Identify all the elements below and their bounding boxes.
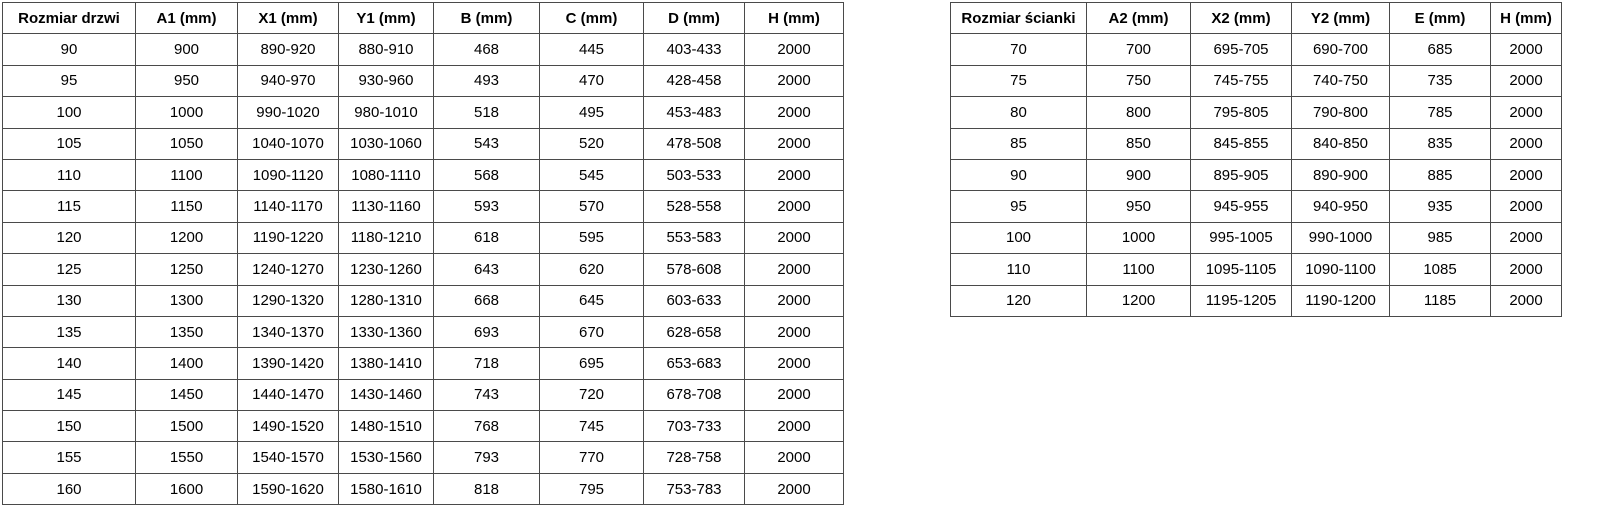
- table-row: [3, 65, 844, 96]
- column-header: X1 (mm): [238, 3, 339, 34]
- table-cell: 1190-1200: [1292, 285, 1390, 316]
- table-cell: 980-1010: [339, 97, 434, 128]
- table-cell: 570: [540, 191, 644, 222]
- table-row: [3, 191, 844, 222]
- table-cell: 2000: [1491, 65, 1562, 96]
- door-sizes-header-row: [3, 3, 844, 34]
- table-row: [951, 222, 1562, 253]
- table-cell: 95: [951, 191, 1087, 222]
- table-cell: 495: [540, 97, 644, 128]
- table-row: [3, 34, 844, 65]
- table-cell: 1440-1470: [238, 379, 339, 410]
- table-cell: 160: [3, 473, 136, 504]
- table-cell: 840-850: [1292, 128, 1390, 159]
- table-cell: 2000: [745, 379, 844, 410]
- table-row: [3, 254, 844, 285]
- table-cell: 693: [434, 316, 540, 347]
- table-cell: 2000: [745, 128, 844, 159]
- table-cell: 543: [434, 128, 540, 159]
- table-cell: 678-708: [644, 379, 745, 410]
- table-cell: 745: [540, 411, 644, 442]
- column-header: X2 (mm): [1191, 3, 1292, 34]
- table-cell: 1130-1160: [339, 191, 434, 222]
- table-cell: 1550: [136, 442, 238, 473]
- table-cell: 1380-1410: [339, 348, 434, 379]
- table-cell: 2000: [745, 97, 844, 128]
- table-cell: 653-683: [644, 348, 745, 379]
- table-cell: 1050: [136, 128, 238, 159]
- column-header: D (mm): [644, 3, 745, 34]
- table-row: [3, 128, 844, 159]
- table-cell: 890-900: [1292, 159, 1390, 190]
- table-cell: 2000: [1491, 128, 1562, 159]
- table-cell: 728-758: [644, 442, 745, 473]
- table-cell: 100: [951, 222, 1087, 253]
- table-cell: 700: [1087, 34, 1191, 65]
- table-cell: 793: [434, 442, 540, 473]
- table-cell: 1280-1310: [339, 285, 434, 316]
- table-cell: 940-950: [1292, 191, 1390, 222]
- table-cell: 1290-1320: [238, 285, 339, 316]
- table-cell: 1500: [136, 411, 238, 442]
- table-cell: 745-755: [1191, 65, 1292, 96]
- table-cell: 618: [434, 222, 540, 253]
- table-cell: 2000: [745, 159, 844, 190]
- table-row: [3, 285, 844, 316]
- table-row: [3, 222, 844, 253]
- table-cell: 790-800: [1292, 97, 1390, 128]
- table-cell: 90: [3, 34, 136, 65]
- column-header: Rozmiar drzwi: [3, 3, 136, 34]
- table-row: [951, 285, 1562, 316]
- table-cell: 70: [951, 34, 1087, 65]
- table-cell: 620: [540, 254, 644, 285]
- table-cell: 718: [434, 348, 540, 379]
- table-cell: 645: [540, 285, 644, 316]
- table-cell: 1400: [136, 348, 238, 379]
- table-cell: 895-905: [1191, 159, 1292, 190]
- table-cell: 940-970: [238, 65, 339, 96]
- table-cell: 568: [434, 159, 540, 190]
- column-header: E (mm): [1390, 3, 1491, 34]
- table-cell: 1140-1170: [238, 191, 339, 222]
- table-cell: 2000: [745, 254, 844, 285]
- table-cell: 750: [1087, 65, 1191, 96]
- table-cell: 130: [3, 285, 136, 316]
- table-cell: 720: [540, 379, 644, 410]
- table-cell: 95: [3, 65, 136, 96]
- table-cell: 503-533: [644, 159, 745, 190]
- table-cell: 150: [3, 411, 136, 442]
- table-cell: 795-805: [1191, 97, 1292, 128]
- table-cell: 155: [3, 442, 136, 473]
- table-cell: 1430-1460: [339, 379, 434, 410]
- table-cell: 690-700: [1292, 34, 1390, 65]
- table-row: [3, 473, 844, 504]
- table-cell: 105: [3, 128, 136, 159]
- table-cell: 1600: [136, 473, 238, 504]
- table-cell: 1195-1205: [1191, 285, 1292, 316]
- table-cell: 1530-1560: [339, 442, 434, 473]
- table-cell: 578-608: [644, 254, 745, 285]
- table-cell: 1100: [1087, 254, 1191, 285]
- table-cell: 110: [3, 159, 136, 190]
- table-cell: 2000: [745, 285, 844, 316]
- table-cell: 885: [1390, 159, 1491, 190]
- table-cell: 900: [1087, 159, 1191, 190]
- table-cell: 545: [540, 159, 644, 190]
- table-row: [951, 128, 1562, 159]
- table-cell: 880-910: [339, 34, 434, 65]
- table-cell: 553-583: [644, 222, 745, 253]
- table-cell: 890-920: [238, 34, 339, 65]
- table-cell: 2000: [1491, 254, 1562, 285]
- table-cell: 818: [434, 473, 540, 504]
- table-cell: 900: [136, 34, 238, 65]
- table-cell: 990-1000: [1292, 222, 1390, 253]
- table-row: [3, 159, 844, 190]
- table-cell: 1330-1360: [339, 316, 434, 347]
- table-cell: 1200: [1087, 285, 1191, 316]
- table-cell: 1080-1110: [339, 159, 434, 190]
- table-cell: 1340-1370: [238, 316, 339, 347]
- table-cell: 1000: [136, 97, 238, 128]
- table-cell: 2000: [745, 473, 844, 504]
- table-cell: 1180-1210: [339, 222, 434, 253]
- table-cell: 1040-1070: [238, 128, 339, 159]
- table-cell: 743: [434, 379, 540, 410]
- table-cell: 145: [3, 379, 136, 410]
- table-cell: 2000: [1491, 34, 1562, 65]
- table-cell: 695-705: [1191, 34, 1292, 65]
- table-cell: 740-750: [1292, 65, 1390, 96]
- table-cell: 140: [3, 348, 136, 379]
- wall-panel-sizes-table: [950, 2, 1562, 317]
- table-cell: 770: [540, 442, 644, 473]
- table-cell: 935: [1390, 191, 1491, 222]
- table-row: [951, 65, 1562, 96]
- table-cell: 85: [951, 128, 1087, 159]
- table-cell: 753-783: [644, 473, 745, 504]
- table-cell: 2000: [745, 316, 844, 347]
- table-cell: 1390-1420: [238, 348, 339, 379]
- table-cell: 1030-1060: [339, 128, 434, 159]
- table-row: [951, 254, 1562, 285]
- table-cell: 478-508: [644, 128, 745, 159]
- table-cell: 110: [951, 254, 1087, 285]
- table-cell: 2000: [745, 65, 844, 96]
- table-cell: 528-558: [644, 191, 745, 222]
- table-cell: 795: [540, 473, 644, 504]
- table-cell: 950: [136, 65, 238, 96]
- table-cell: 695: [540, 348, 644, 379]
- table-cell: 643: [434, 254, 540, 285]
- table-cell: 785: [1390, 97, 1491, 128]
- table-cell: 90: [951, 159, 1087, 190]
- table-cell: 403-433: [644, 34, 745, 65]
- table-cell: 1100: [136, 159, 238, 190]
- table-row: [951, 97, 1562, 128]
- table-cell: 800: [1087, 97, 1191, 128]
- table-cell: 1480-1510: [339, 411, 434, 442]
- table-cell: 668: [434, 285, 540, 316]
- table-cell: 1200: [136, 222, 238, 253]
- table-cell: 2000: [745, 411, 844, 442]
- table-cell: 2000: [1491, 285, 1562, 316]
- table-cell: 445: [540, 34, 644, 65]
- table-row: [3, 379, 844, 410]
- table-row: [951, 159, 1562, 190]
- table-cell: 595: [540, 222, 644, 253]
- table-cell: 2000: [745, 442, 844, 473]
- table-cell: 2000: [745, 222, 844, 253]
- column-header: A1 (mm): [136, 3, 238, 34]
- table-cell: 593: [434, 191, 540, 222]
- table-row: [3, 411, 844, 442]
- table-row: [3, 348, 844, 379]
- table-cell: 1240-1270: [238, 254, 339, 285]
- door-sizes-table: [2, 2, 844, 505]
- table-cell: 120: [951, 285, 1087, 316]
- table-cell: 703-733: [644, 411, 745, 442]
- table-cell: 735: [1390, 65, 1491, 96]
- table-cell: 1150: [136, 191, 238, 222]
- table-cell: 120: [3, 222, 136, 253]
- table-cell: 1450: [136, 379, 238, 410]
- table-cell: 125: [3, 254, 136, 285]
- table-cell: 1085: [1390, 254, 1491, 285]
- table-cell: 628-658: [644, 316, 745, 347]
- table-cell: 428-458: [644, 65, 745, 96]
- table-cell: 75: [951, 65, 1087, 96]
- column-header: C (mm): [540, 3, 644, 34]
- table-cell: 1090-1100: [1292, 254, 1390, 285]
- table-cell: 1185: [1390, 285, 1491, 316]
- column-header: Y1 (mm): [339, 3, 434, 34]
- table-cell: 985: [1390, 222, 1491, 253]
- table-cell: 468: [434, 34, 540, 65]
- table-cell: 930-960: [339, 65, 434, 96]
- table-cell: 520: [540, 128, 644, 159]
- table-cell: 768: [434, 411, 540, 442]
- table-cell: 2000: [745, 34, 844, 65]
- table-cell: 2000: [1491, 97, 1562, 128]
- table-cell: 1190-1220: [238, 222, 339, 253]
- column-header: H (mm): [745, 3, 844, 34]
- table-row: [3, 97, 844, 128]
- column-header: H (mm): [1491, 3, 1562, 34]
- table-cell: 1230-1260: [339, 254, 434, 285]
- table-cell: 1000: [1087, 222, 1191, 253]
- table-cell: 2000: [1491, 159, 1562, 190]
- table-row: [3, 442, 844, 473]
- table-cell: 1580-1610: [339, 473, 434, 504]
- table-cell: 1090-1120: [238, 159, 339, 190]
- table-cell: 518: [434, 97, 540, 128]
- column-header: Rozmiar ścianki: [951, 3, 1087, 34]
- table-cell: 100: [3, 97, 136, 128]
- table-cell: 990-1020: [238, 97, 339, 128]
- table-cell: 135: [3, 316, 136, 347]
- wall-panel-sizes-header-row: [951, 3, 1562, 34]
- table-cell: 1490-1520: [238, 411, 339, 442]
- table-cell: 1300: [136, 285, 238, 316]
- table-cell: 1095-1105: [1191, 254, 1292, 285]
- table-cell: 2000: [745, 191, 844, 222]
- table-cell: 80: [951, 97, 1087, 128]
- table-cell: 603-633: [644, 285, 745, 316]
- table-cell: 453-483: [644, 97, 745, 128]
- table-cell: 2000: [1491, 222, 1562, 253]
- table-cell: 670: [540, 316, 644, 347]
- table-cell: 1250: [136, 254, 238, 285]
- table-row: [3, 316, 844, 347]
- table-cell: 995-1005: [1191, 222, 1292, 253]
- table-cell: 945-955: [1191, 191, 1292, 222]
- table-cell: 685: [1390, 34, 1491, 65]
- table-cell: 2000: [1491, 191, 1562, 222]
- table-cell: 1540-1570: [238, 442, 339, 473]
- table-cell: 835: [1390, 128, 1491, 159]
- table-cell: 493: [434, 65, 540, 96]
- column-header: Y2 (mm): [1292, 3, 1390, 34]
- table-cell: 1350: [136, 316, 238, 347]
- table-cell: 115: [3, 191, 136, 222]
- table-row: [951, 34, 1562, 65]
- table-cell: 845-855: [1191, 128, 1292, 159]
- column-header: B (mm): [434, 3, 540, 34]
- table-cell: 470: [540, 65, 644, 96]
- table-cell: 2000: [745, 348, 844, 379]
- table-cell: 950: [1087, 191, 1191, 222]
- table-cell: 1590-1620: [238, 473, 339, 504]
- table-cell: 850: [1087, 128, 1191, 159]
- table-row: [951, 191, 1562, 222]
- column-header: A2 (mm): [1087, 3, 1191, 34]
